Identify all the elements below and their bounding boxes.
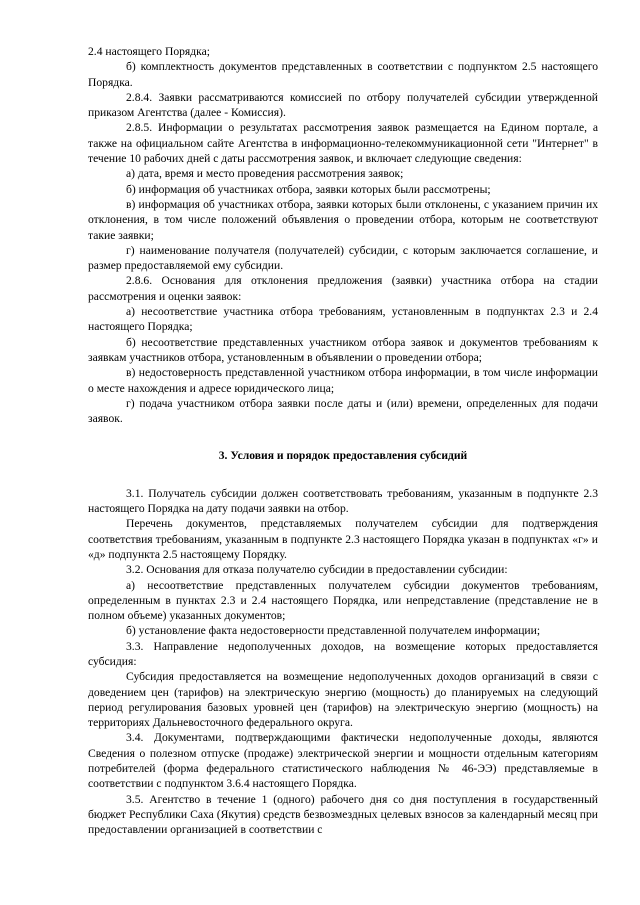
paragraph: а) несоответствие представленных получателем субсидии документов требованиям, определенным в пунктах 2.3 и 2.4 настоящего Порядка, или непредставление (представление не в полном объеме) указанных документов; [88, 578, 598, 623]
paragraph: г) наименование получателя (получателей) субсидии, с которым заключается соглашение, и размер предоставляемой ему субсидии. [88, 243, 598, 273]
paragraph: 3.5. Агентство в течение 1 (одного) рабочего дня со дня поступления в государственный бюджет Республики Саха (Якутия) средств безвозмездных целевых взносов за календарный месяц при предоставлении организацией в соответствии с [88, 792, 598, 837]
paragraph: 2.8.5. Информации о результатах рассмотрения заявок размещается на Едином портале, а также на официальном сайте Агентства в информационно-телекоммуникационной сети "Интернет" в течение 10 рабочих дней с даты рассмотрения заявок, и включает следующие сведения: [88, 121, 598, 166]
paragraph: а) дата, время и место проведения рассмотрения заявок; [126, 167, 404, 181]
paragraph: б) несоответствие представленных участником отбора заявок и документов требованиям к заявкам участников отбора, установленным в объявлении о проведении отбора; [88, 335, 598, 364]
section-heading: 3. Условия и порядок предоставления субсидий [218, 449, 468, 463]
paragraph: 3.1. Получатель субсидии должен соответствовать требованиям, указанным в подпункте 2.3 настоящего Порядка на дату подачи заявки на отбор. [88, 486, 598, 516]
paragraphs-before [88, 44, 598, 426]
paragraph: в) информация об участниках отбора, заявки которых были отклонены, с указанием причин их отклонения, в том числе положений объявления о проведении отбора, которым не соответствуют такие заявки; [88, 197, 598, 242]
paragraph: 3.2. Основания для отказа получателю субсидии в предоставлении субсидии: [126, 563, 508, 577]
paragraph: б) информация об участниках отбора, заявки которых были рассмотрены; [126, 182, 491, 196]
paragraph: а) несоответствие участника отбора требованиям, установленным в подпунктах 2.3 и 2.4 настоящего Порядка; [88, 305, 598, 334]
paragraph: 2.8.4. Заявки рассматриваются комиссией по отбору получателей субсидии утвержденной приказом Агентства (далее - Комиссия). [88, 90, 598, 120]
paragraph: 2.4 настоящего Порядка; [88, 45, 210, 58]
paragraph: г) подача участником отбора заявки после даты и (или) времени, определенных для подачи заявок. [88, 396, 598, 426]
paragraph: 3.3. Направление недополученных доходов, на возмещение которых предоставляется субсидия: [88, 639, 598, 668]
paragraph: 2.8.6. Основания для отклонения предложения (заявки) участника отбора на стадии рассмотрения и оценки заявок: [88, 274, 598, 303]
paragraph: б) установление факта недостоверности представленной получателем информации; [126, 624, 541, 638]
paragraph: б) комплектность документов представленных в соответствии с подпунктом 2.5 настоящего Порядка. [88, 60, 598, 89]
paragraph: Субсидия предоставляется на возмещение недополученных доходов организаций в связи с доведением цен (тарифов) на электрическую энергию (мощность) до планируемых на следующий период регулирования базовых уровней цен (тарифов) на электрическую энергию (мощность) на территориях Дальневосточного федерального округа. [88, 670, 598, 730]
paragraph: Перечень документов, представляемых получателем субсидии для подтверждения соответствия требованиям, указанным в подпункте 2.3 настоящего Порядка указан в подпунктах «г» и «д» подпункта 2.5 настоящему Порядку. [88, 517, 598, 561]
paragraph: 3.4. Документами, подтверждающими фактически недополученные доходы, являются Сведения о полезном отпуске (продаже) электрической энергии и мощности отдельным категориям потребителей (форма федерального статистического наблюдения № 46-ЭЭ) представляемые в соответствии с подпунктом 3.6.4 настоящего Порядка. [88, 731, 598, 791]
paragraphs-after [88, 486, 598, 838]
paragraph: в) недостоверность представленной участником отбора информации, в том числе информации о месте нахождения и адресе юридического лица; [88, 366, 598, 395]
